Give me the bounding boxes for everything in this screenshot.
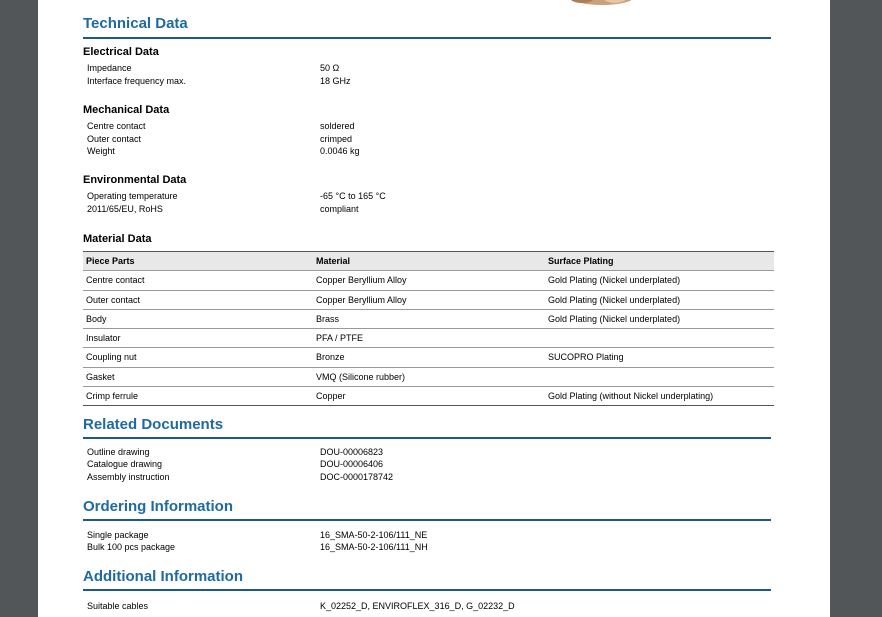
table-cell: Gasket bbox=[86, 372, 115, 382]
subsection-title-mechanical: Mechanical Data bbox=[83, 104, 170, 116]
mechanical-value: crimped bbox=[320, 134, 353, 144]
mechanical-label: Outer contact bbox=[87, 134, 142, 144]
mechanical-label: Weight bbox=[87, 146, 115, 156]
table-header-cell: Material bbox=[316, 256, 351, 266]
table-cell: Gold Plating (Nickel underplated) bbox=[548, 295, 681, 305]
table-cell: Body bbox=[86, 314, 107, 324]
document-number: DOC-0000178742 bbox=[320, 472, 394, 482]
table-row bbox=[83, 387, 774, 406]
electrical-value: 50 Ω bbox=[320, 63, 340, 73]
document-number: DOU-00006823 bbox=[320, 447, 384, 457]
table-header-row bbox=[83, 252, 774, 270]
electrical-label: Impedance bbox=[87, 63, 132, 73]
document-number: DOU-00006406 bbox=[320, 459, 384, 469]
table-cell: Copper bbox=[316, 391, 346, 401]
ordering-code: 16_SMA-50-2-106/111_NH bbox=[320, 542, 428, 552]
mechanical-label: Centre contact bbox=[87, 121, 146, 131]
table-cell: Gold Plating (Nickel underplated) bbox=[548, 314, 681, 324]
table-row bbox=[83, 368, 774, 387]
subsection-title-material: Material Data bbox=[83, 233, 152, 245]
table-row bbox=[83, 291, 774, 310]
environmental-value: -65 °C to 165 °C bbox=[320, 191, 386, 201]
table-cell: Bronze bbox=[316, 352, 345, 362]
section-rule bbox=[83, 437, 771, 439]
table-cell: PFA / PTFE bbox=[316, 333, 364, 343]
additional-value: K_02252_D, ENVIROFLEX_316_D, G_02232_D bbox=[320, 601, 515, 611]
table-row bbox=[83, 348, 774, 367]
document-label: Catalogue drawing bbox=[87, 459, 163, 469]
environmental-label: 2011/65/EU, RoHS bbox=[87, 204, 163, 214]
ordering-label: Single package bbox=[87, 530, 149, 540]
section-rule bbox=[83, 37, 771, 39]
table-cell: SUCOPRO Plating bbox=[548, 352, 624, 362]
table-bottom-rule bbox=[83, 405, 774, 406]
environmental-label: Operating temperature bbox=[87, 191, 178, 201]
section-rule bbox=[83, 589, 771, 591]
table-row bbox=[83, 271, 774, 290]
mechanical-value: soldered bbox=[320, 121, 355, 131]
subsection-title-environmental: Environmental Data bbox=[83, 174, 187, 186]
table-cell: Brass bbox=[316, 314, 340, 324]
table-row bbox=[83, 329, 774, 348]
table-cell: Copper Beryllium Alloy bbox=[316, 275, 407, 285]
table-row bbox=[83, 310, 774, 329]
product-image bbox=[560, 0, 636, 8]
table-cell: Gold Plating (without Nickel underplating) bbox=[548, 391, 714, 401]
section-title-related-documents: Related Documents bbox=[83, 416, 224, 433]
table-cell: Outer contact bbox=[86, 295, 141, 305]
section-rule bbox=[83, 519, 771, 521]
mechanical-value: 0.0046 kg bbox=[320, 146, 360, 156]
section-title-ordering-information: Ordering Information bbox=[83, 498, 233, 515]
table-cell: VMQ (Silicone rubber) bbox=[316, 372, 406, 382]
document-label: Assembly instruction bbox=[87, 472, 170, 482]
document-label: Outline drawing bbox=[87, 447, 150, 457]
electrical-label: Interface frequency max. bbox=[87, 76, 187, 86]
viewer-background bbox=[830, 0, 882, 617]
electrical-value: 18 GHz bbox=[320, 76, 351, 86]
ordering-label: Bulk 100 pcs package bbox=[87, 542, 176, 552]
section-title-additional-information: Additional Information bbox=[83, 568, 243, 585]
section-title-technical-data: Technical Data bbox=[83, 15, 188, 32]
table-cell: Insulator bbox=[86, 333, 121, 343]
table-cell: Coupling nut bbox=[86, 352, 137, 362]
table-cell: Crimp ferrule bbox=[86, 391, 139, 401]
ordering-code: 16_SMA-50-2-106/111_NE bbox=[320, 530, 428, 540]
table-cell: Centre contact bbox=[86, 275, 145, 285]
document-page bbox=[38, 0, 830, 617]
table-header-cell: Surface Plating bbox=[548, 256, 614, 266]
table-cell: Copper Beryllium Alloy bbox=[316, 295, 407, 305]
table-cell: Gold Plating (Nickel underplated) bbox=[548, 275, 681, 285]
subsection-title-electrical: Electrical Data bbox=[83, 46, 159, 58]
environmental-value: compliant bbox=[320, 204, 359, 214]
table-header-cell: Piece Parts bbox=[86, 256, 135, 266]
additional-label: Suitable cables bbox=[87, 601, 149, 611]
